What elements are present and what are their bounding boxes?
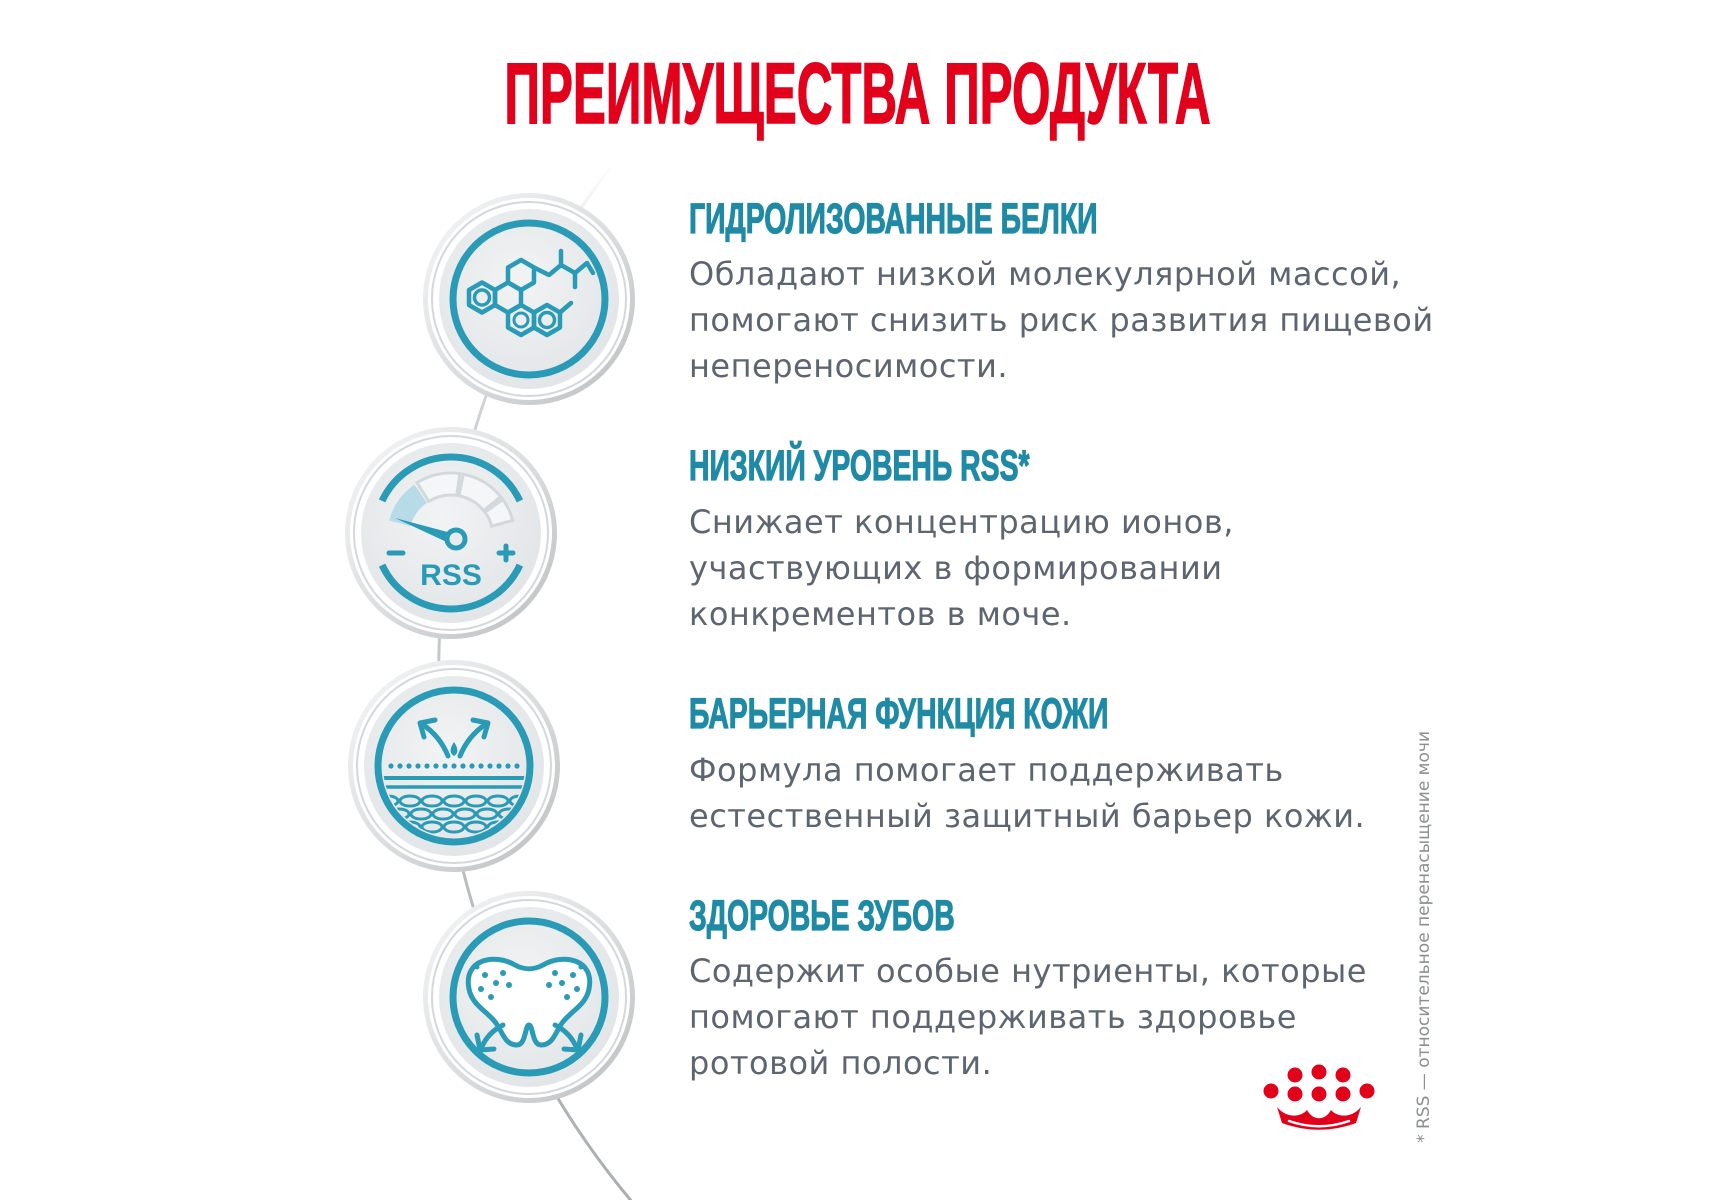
rss-icon-label: RSS: [420, 559, 482, 592]
description-line: Содержит особые нутриенты, которые: [689, 952, 1367, 990]
description-line: естественный защитный барьер кожи.: [689, 797, 1366, 835]
icon-frame: [423, 193, 635, 405]
benefit-heading-dental-health: ЗДОРОВЬЕ ЗУБОВ: [689, 892, 955, 940]
description-line: помогают снизить риск развития пищевой: [689, 301, 1434, 339]
benefit-description-low-rss: [689, 499, 1234, 637]
molecule-icon: [409, 179, 649, 419]
skin-barrier-icon: [334, 646, 574, 886]
description-line: Обладают низкой молекулярной массой,: [689, 255, 1402, 293]
benefit-heading-hydrolyzed-protein: ГИДРОЛИЗОВАННЫЕ БЕЛКИ: [689, 195, 1098, 243]
description-line: Снижает концентрацию ионов,: [689, 503, 1234, 541]
tooth-icon: [409, 877, 649, 1117]
description-line: конкрементов в моче.: [689, 595, 1072, 633]
description-line: участвующих в формировании: [689, 549, 1223, 587]
description-line: помогают поддерживать здоровье: [689, 998, 1297, 1036]
description-line: непереносимости.: [689, 347, 1009, 385]
royal-canin-crown-logo: [1257, 1059, 1381, 1139]
crown-dots: [1264, 1065, 1375, 1102]
page-title: ПРЕИМУЩЕСТВА ПРОДУКТА: [504, 46, 1211, 142]
description-line: Формула помогает поддерживать: [689, 751, 1284, 789]
benefit-heading-skin-barrier: БАРЬЕРНАЯ ФУНКЦИЯ КОЖИ: [689, 690, 1109, 738]
benefit-description-skin-barrier: [689, 747, 1365, 839]
benefit-heading-low-rss: НИЗКИЙ УРОВЕНЬ RSS*: [689, 442, 1030, 490]
rss-gauge-icon: [331, 413, 571, 653]
barrier-dots: [388, 763, 519, 768]
description-line: ротовой полости.: [689, 1044, 993, 1082]
rss-footnote: * RSS — относительное перенасыщение мочи: [1414, 731, 1434, 1143]
benefit-description-hydrolyzed-protein: [689, 251, 1434, 389]
